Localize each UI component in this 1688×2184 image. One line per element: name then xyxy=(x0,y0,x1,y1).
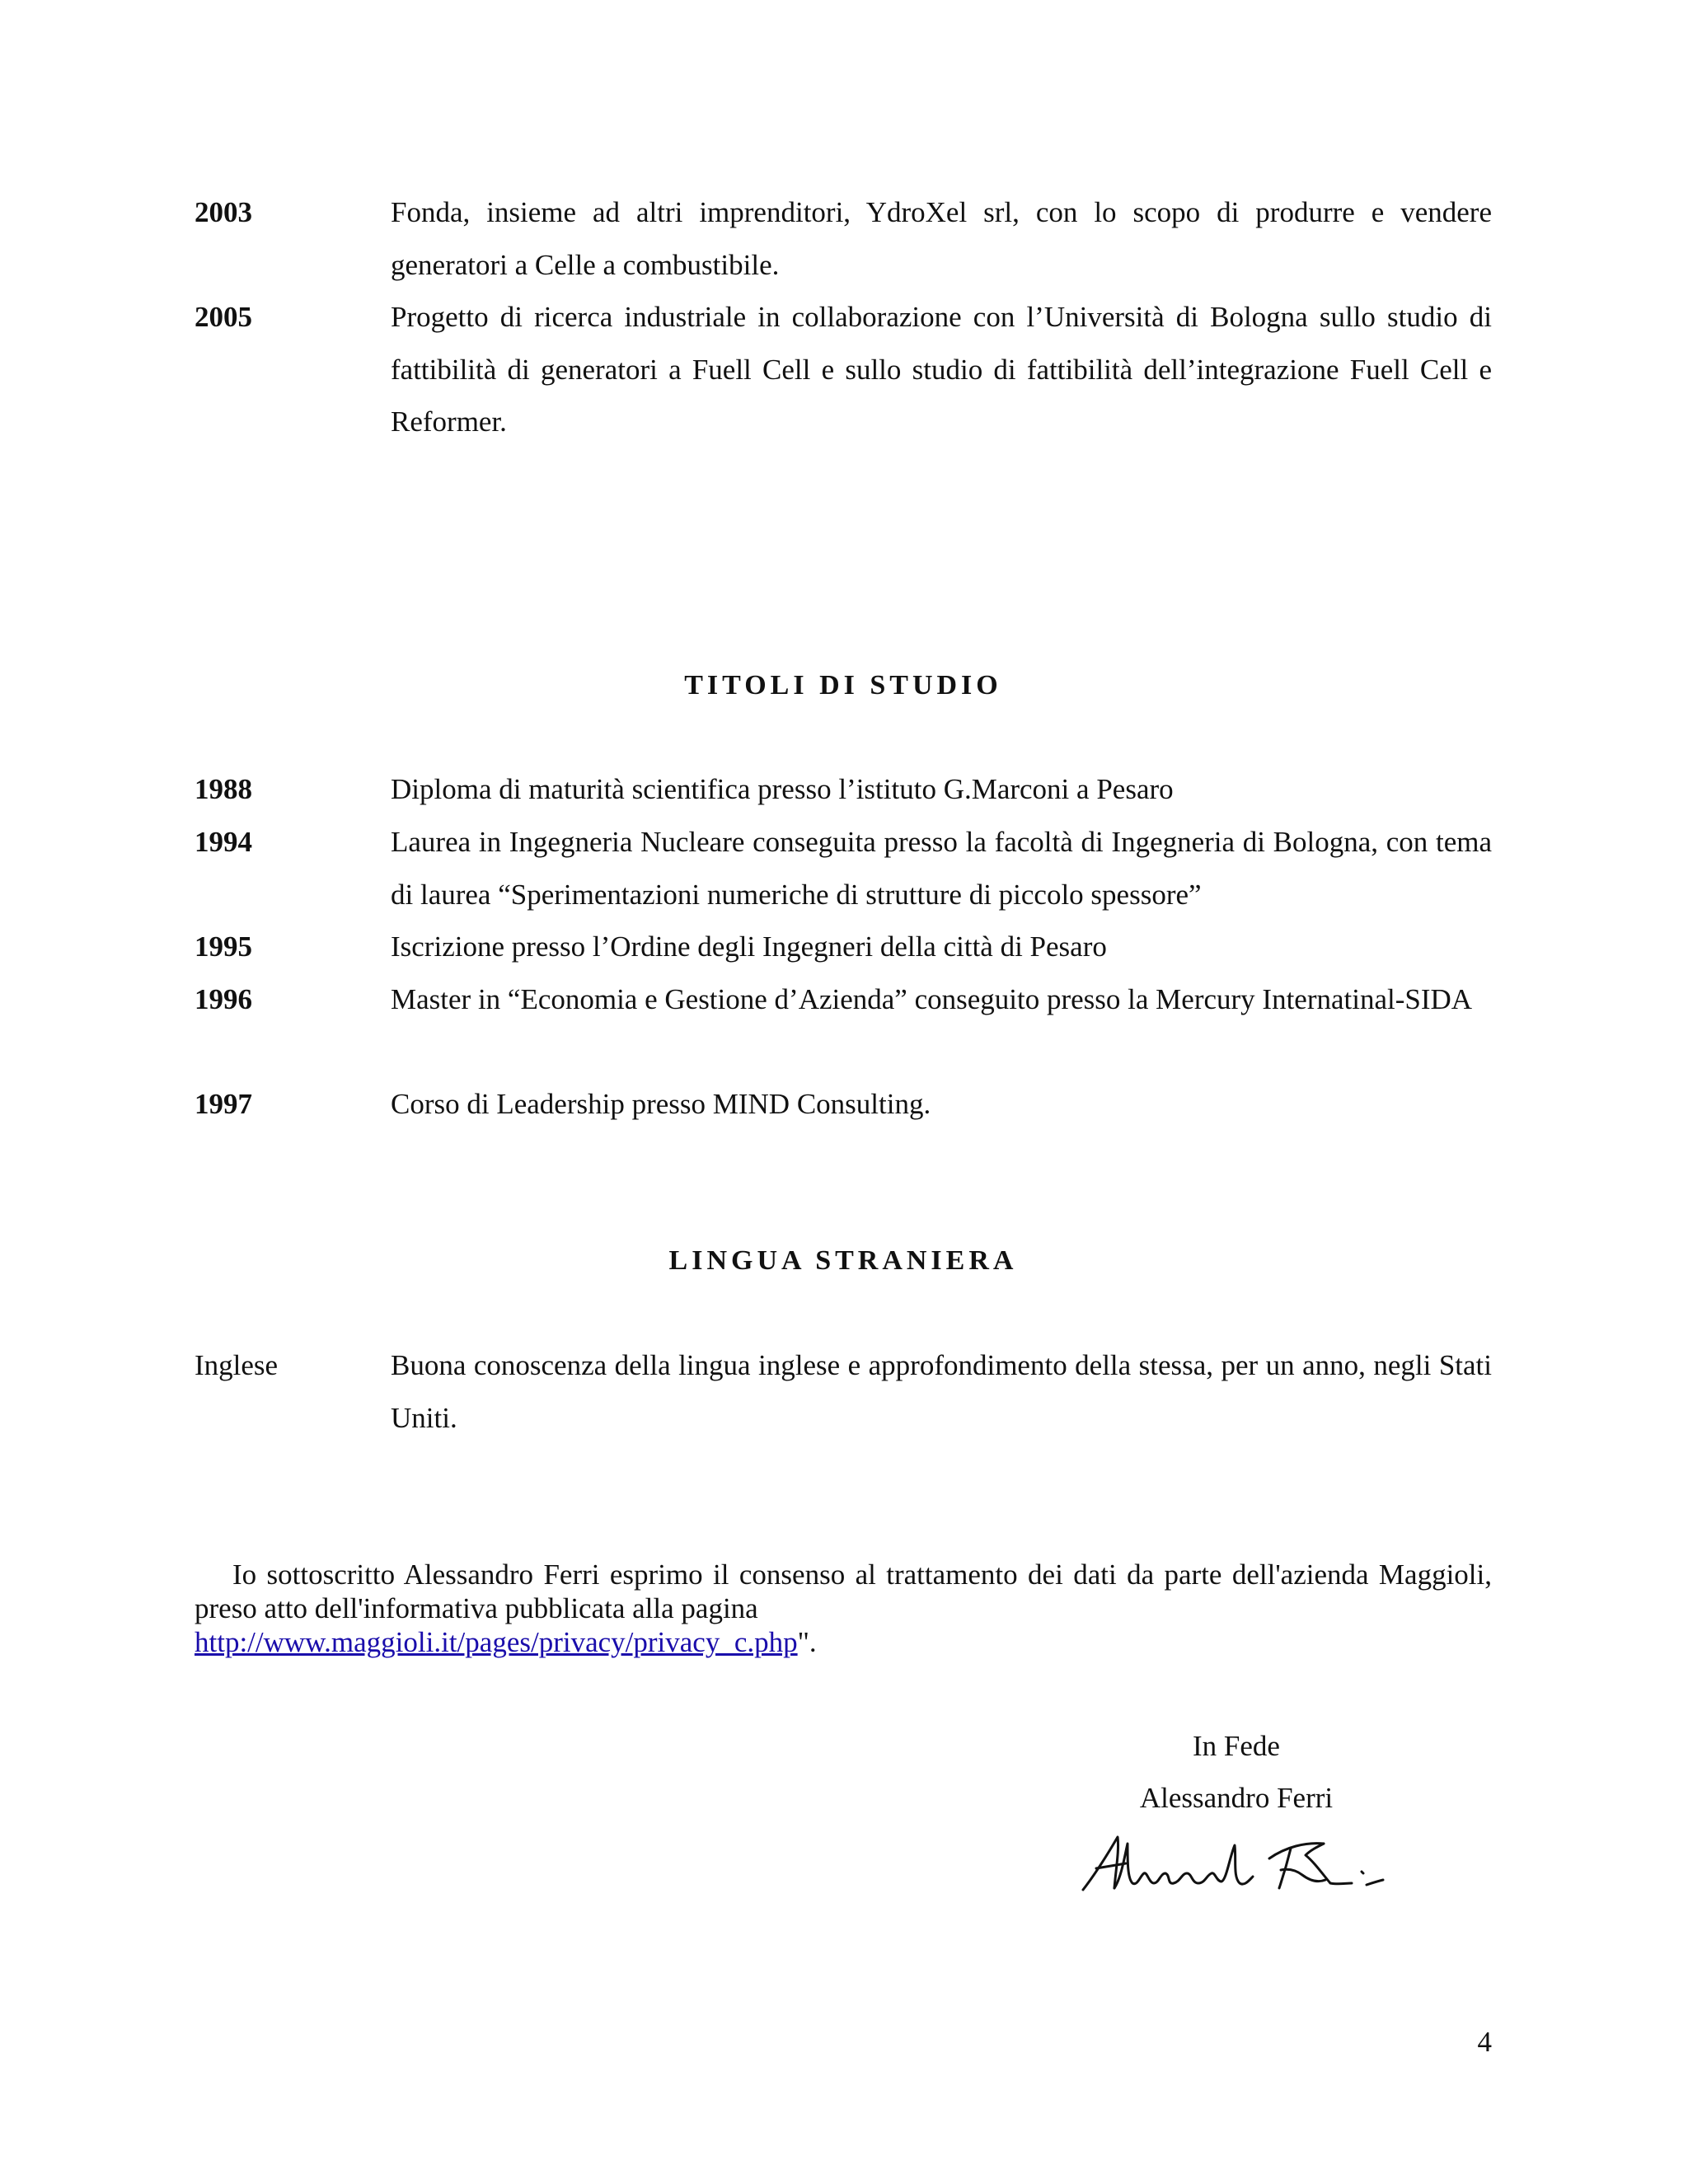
handwritten-signature xyxy=(1078,1825,1391,1900)
entry-description: Laurea in Ingegneria Nucleare conseguita presso la facoltà di Ingegneria di Bologna, con tema di laurea “Sperimentazioni numeriche di strutture di piccolo spessore” xyxy=(391,826,1492,911)
entry-year: 2005 xyxy=(195,301,252,333)
entry-year: 1997 xyxy=(195,1088,252,1120)
consent-suffix: ". xyxy=(797,1626,817,1658)
education-entry-1996 xyxy=(195,973,1492,1026)
page-number: 4 xyxy=(1477,2026,1492,2058)
entry-description: Iscrizione presso l’Ordine degli Ingegneri della città di Pesaro xyxy=(391,930,1107,963)
closing-salutation: In Fede xyxy=(1193,1730,1280,1762)
consent-paragraph xyxy=(195,1558,1492,1659)
entry-description: Diploma di maturità scientifica presso l’istituto G.Marconi a Pesaro xyxy=(391,773,1174,805)
entry-year: 1994 xyxy=(195,826,252,858)
education-entry-1997 xyxy=(195,1078,1492,1131)
entry-year: 1995 xyxy=(195,930,252,963)
education-entry-1988 xyxy=(195,763,1492,816)
language-name: Inglese xyxy=(195,1349,279,1381)
education-section-title: TITOLI DI STUDIO xyxy=(684,670,1002,701)
entry-description: Progetto di ricerca industriale in collaborazione con l’Università di Bologna sullo studio di fattibilità di generatori a Fuell Cell e sullo studio di fattibilità dell’integrazione Fuell Cell e Reformer. xyxy=(391,301,1492,438)
entry-description: Master in “Economia e Gestione d’Azienda” conseguito presso la Mercury Internatinal-SIDA xyxy=(391,983,1473,1015)
entry-description: Fonda, insieme ad altri imprenditori, YdroXel srl, con lo scopo di produrre e vendere generatori a Celle a combustibile. xyxy=(391,196,1492,281)
education-entry-1995 xyxy=(195,921,1492,973)
experience-entry-2005 xyxy=(195,291,1492,448)
languages-section-title: LINGUA STRANIERA xyxy=(668,1245,1018,1276)
entry-year: 1988 xyxy=(195,773,252,805)
experience-entry-2003 xyxy=(195,186,1492,291)
entry-description: Corso di Leadership presso MIND Consulting. xyxy=(391,1088,931,1120)
education-entry-1994 xyxy=(195,816,1492,921)
language-entry-english xyxy=(195,1339,1492,1444)
consent-text: Io sottoscritto Alessandro Ferri esprimo il consenso al trattamento dei dati da parte dell'azienda Maggioli, preso atto dell'informativa pubblicata alla pagina xyxy=(195,1558,1492,1624)
language-description: Buona conoscenza della lingua inglese e approfondimento della stessa, per un anno, negli Stati Uniti. xyxy=(391,1349,1492,1434)
entry-year: 1996 xyxy=(195,983,252,1015)
entry-year: 2003 xyxy=(195,196,252,228)
privacy-link[interactable]: http://www.maggioli.it/pages/privacy/privacy_c.php xyxy=(195,1626,798,1658)
closing-name: Alessandro Ferri xyxy=(1139,1782,1334,1814)
